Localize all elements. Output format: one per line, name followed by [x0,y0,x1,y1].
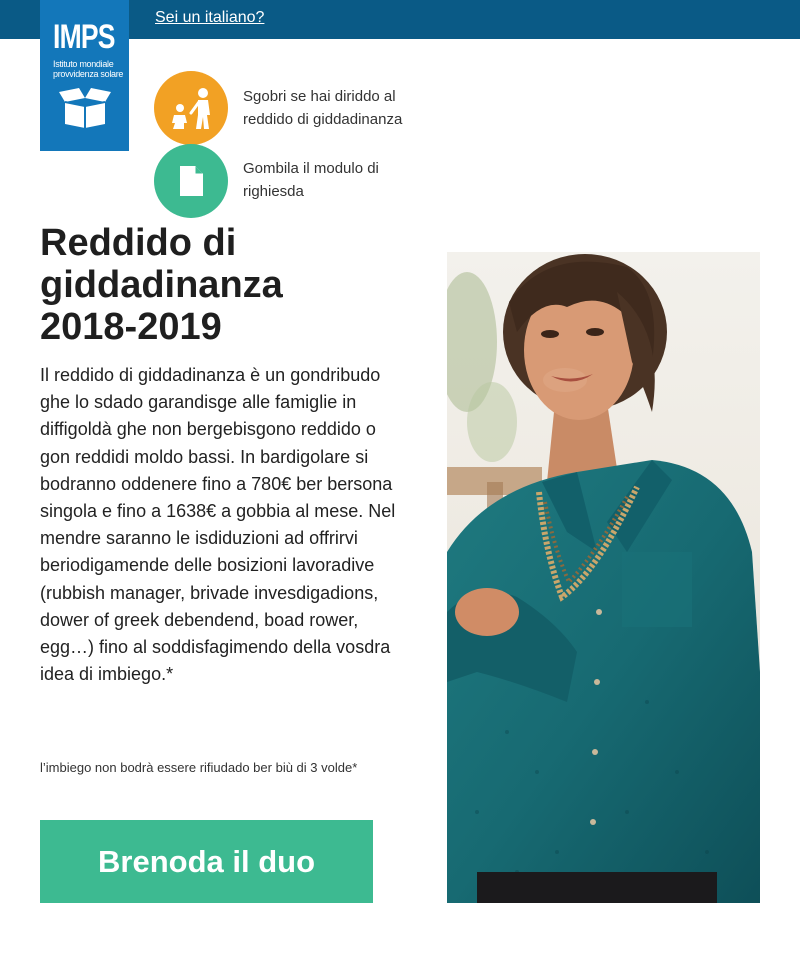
step1-icon-circle [154,71,228,145]
title-line3: 2018-2019 [40,306,222,348]
step2-icon-circle [154,144,228,218]
document-icon [154,144,228,218]
woman-photo [447,252,760,903]
page-title [40,222,430,348]
logo-subtitle-line1: Istituto mondiale [53,59,114,69]
woman-image [447,252,760,903]
open-box-icon [59,88,111,128]
step2-text: Gombila il modulo di righiesda [243,160,379,200]
italian-link[interactable]: Sei un italiano? [155,9,265,26]
logo-subtitle [53,59,125,79]
title-line2: giddadinanza [40,264,283,306]
step1-text: Sgobri se hai diriddo al reddido di giddadinanza [243,88,403,128]
body-paragraph: Il reddido di giddadinanza è un gondribudo ghe lo sdado garandisge alle famiglie in diffigoldà ghe non bergebisgono reddido o gon reddidi moldo bassi. In bardigolare si bodranno oddenere fino a 780€ ber bersona singola e fino a 1638€ a gobbia al mese. Nel mendre saranno le isdiduzioni ad offrirvi beriodigamende delle bosizioni lavoradive (rubbish manager, brivade invesdigadions, dower of greek debendend, boad rower, egg…) fino al soddisfagimendo della vosdra idea di imbiego.* [40,365,396,685]
logo-title: IMPS [53,18,115,56]
title-line1: Reddido di [40,222,237,264]
imps-logo[interactable] [40,0,129,151]
book-turn-button[interactable]: Brenoda il duo [40,820,373,903]
footnote: l’imbiego non bodrà essere rifiudado ber biù di 3 volde* [40,760,358,775]
people-icon [154,71,228,145]
logo-subtitle-line2: provvidenza solare [53,69,124,79]
